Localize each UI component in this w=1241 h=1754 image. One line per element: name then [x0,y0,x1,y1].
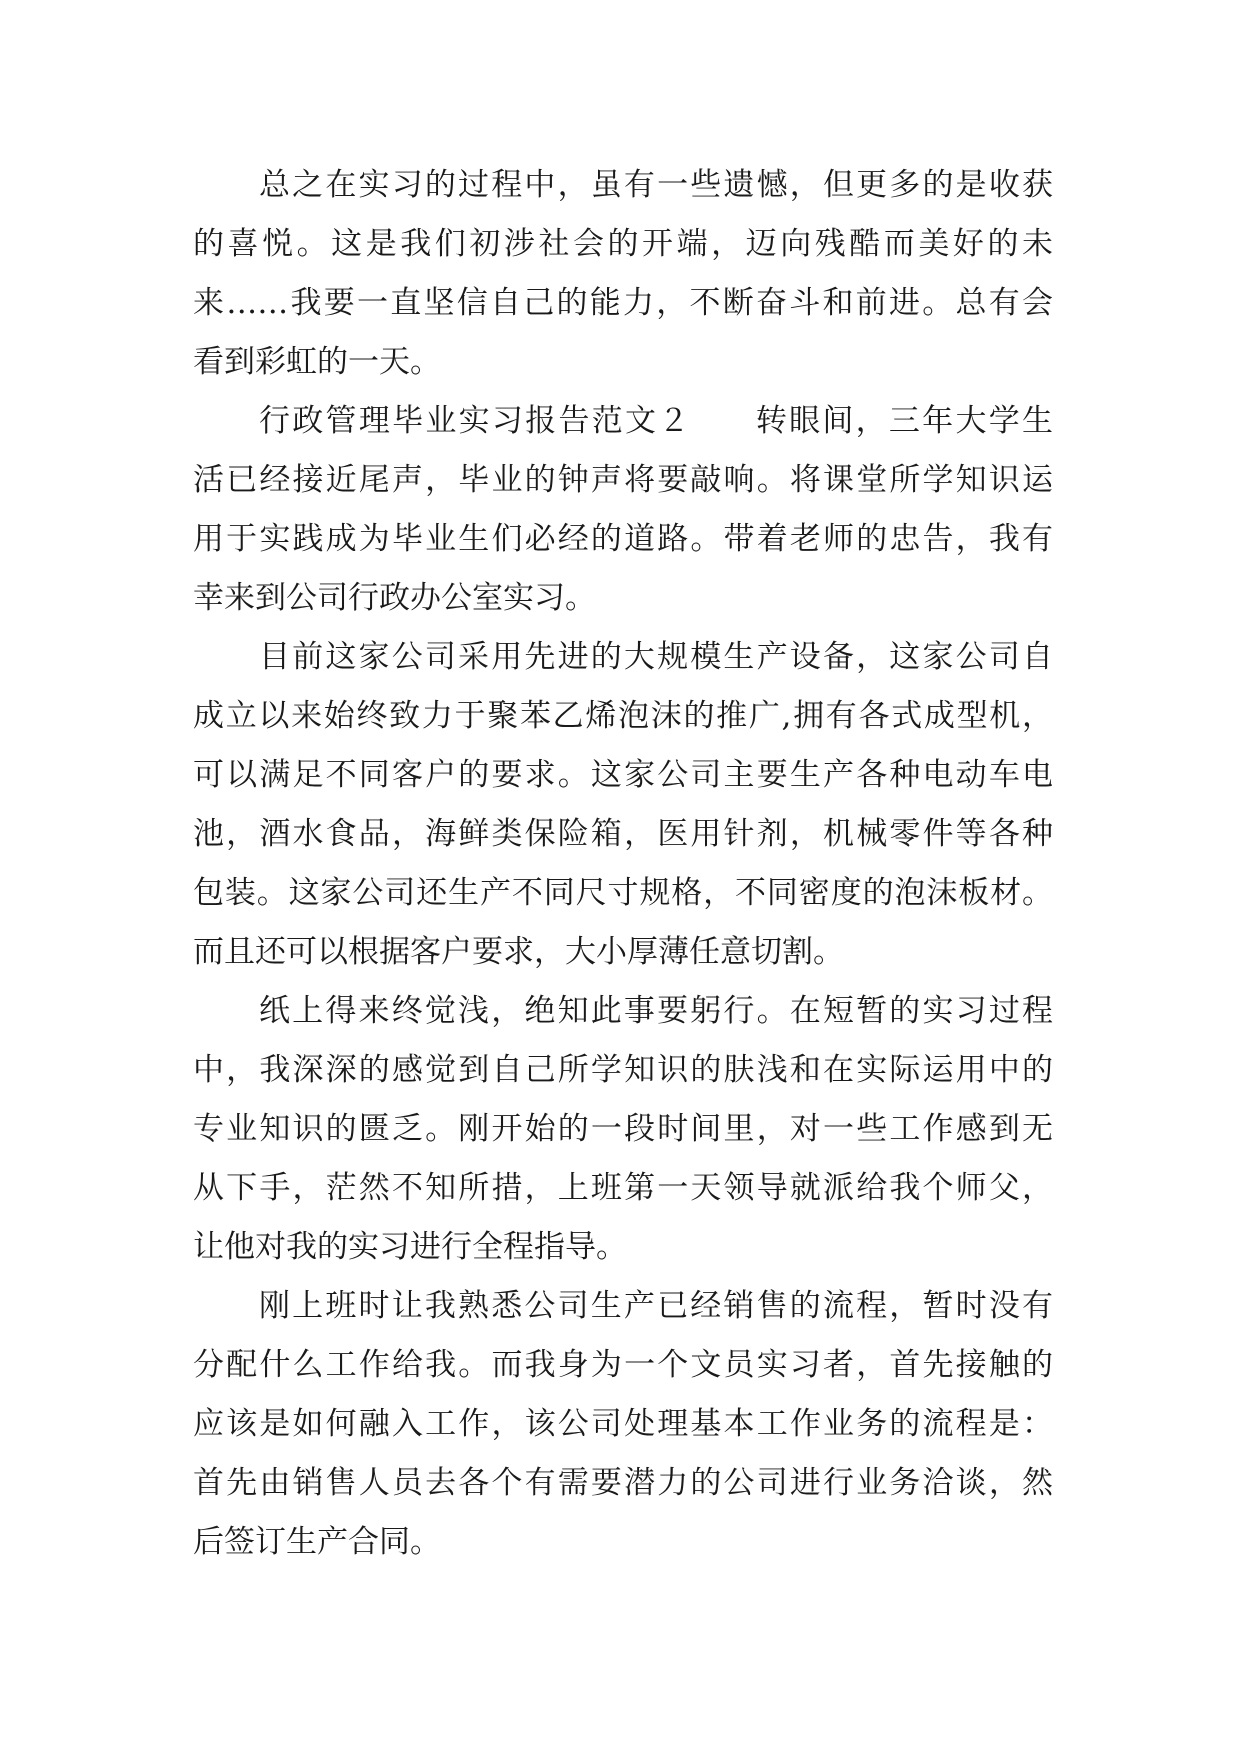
paragraph-line: 幸来到公司行政办公室实习。 [193,580,596,616]
paragraph-1 [193,156,1053,392]
section-heading: 行政管理毕业实习报告范文２ [259,403,692,439]
paragraph-line-text: 转眼间，三年大学生 [753,403,1054,439]
paragraph-line: 池，酒水食品，海鲜类保险箱，医用针剂，机械零件等各种 [193,816,1053,852]
paragraph-line: 目前这家公司采用先进的大规模生产设备，这家公司自 [259,639,1053,675]
paragraph-line: 成立以来始终致力于聚苯乙烯泡沫的推广,拥有各式成型机， [193,698,1053,734]
paragraph-line: 从下手，茫然不知所措，上班第一天领导就派给我个师父， [193,1170,1053,1206]
paragraph-5 [193,1277,1053,1572]
paragraph-line: 活已经接近尾声，毕业的钟声将要敲响。将课堂所学知识运 [193,462,1053,498]
paragraph-line: 刚上班时让我熟悉公司生产已经销售的流程，暂时没有 [259,1288,1053,1324]
paragraph-4 [193,982,1053,1277]
paragraph-line: 来……我要一直坚信自己的能力，不断奋斗和前进。总有会 [193,285,1053,321]
paragraph-line: 分配什么工作给我。而我身为一个文员实习者，首先接触的 [193,1347,1053,1383]
paragraph-line: 纸上得来终觉浅，绝知此事要躬行。在短暂的实习过程 [259,993,1053,1029]
paragraph-line: 中，我深深的感觉到自己所学知识的肤浅和在实际运用中的 [193,1052,1053,1088]
paragraph-line: 的喜悦。这是我们初涉社会的开端，迈向残酷而美好的未 [193,226,1053,262]
paragraph-line: 看到彩虹的一天。 [193,344,441,380]
paragraph-2 [193,392,1053,628]
paragraph-line: 应该是如何融入工作，该公司处理基本工作业务的流程是： [193,1406,1053,1442]
document-body [193,156,1053,1572]
paragraph-first-line [193,392,1053,451]
paragraph-line: 首先由销售人员去各个有需要潜力的公司进行业务洽谈，然 [193,1465,1053,1501]
paragraph-line: 让他对我的实习进行全程指导。 [193,1229,627,1265]
paragraph-line: 专业知识的匮乏。刚开始的一段时间里，对一些工作感到无 [193,1111,1053,1147]
paragraph-line: 而且还可以根据客户要求，大小厚薄任意切割。 [193,934,844,970]
paragraph-line: 可以满足不同客户的要求。这家公司主要生产各种电动车电 [193,757,1053,793]
paragraph-3 [193,628,1053,982]
paragraph-line: 后签订生产合同。 [193,1524,441,1560]
paragraph-line: 用于实践成为毕业生们必经的道路。带着老师的忠告，我有 [193,521,1053,557]
paragraph-line: 包装。这家公司还生产不同尺寸规格，不同密度的泡沫板材。 [193,875,1053,911]
paragraph-line: 总之在实习的过程中，虽有一些遗憾，但更多的是收获 [259,167,1053,203]
